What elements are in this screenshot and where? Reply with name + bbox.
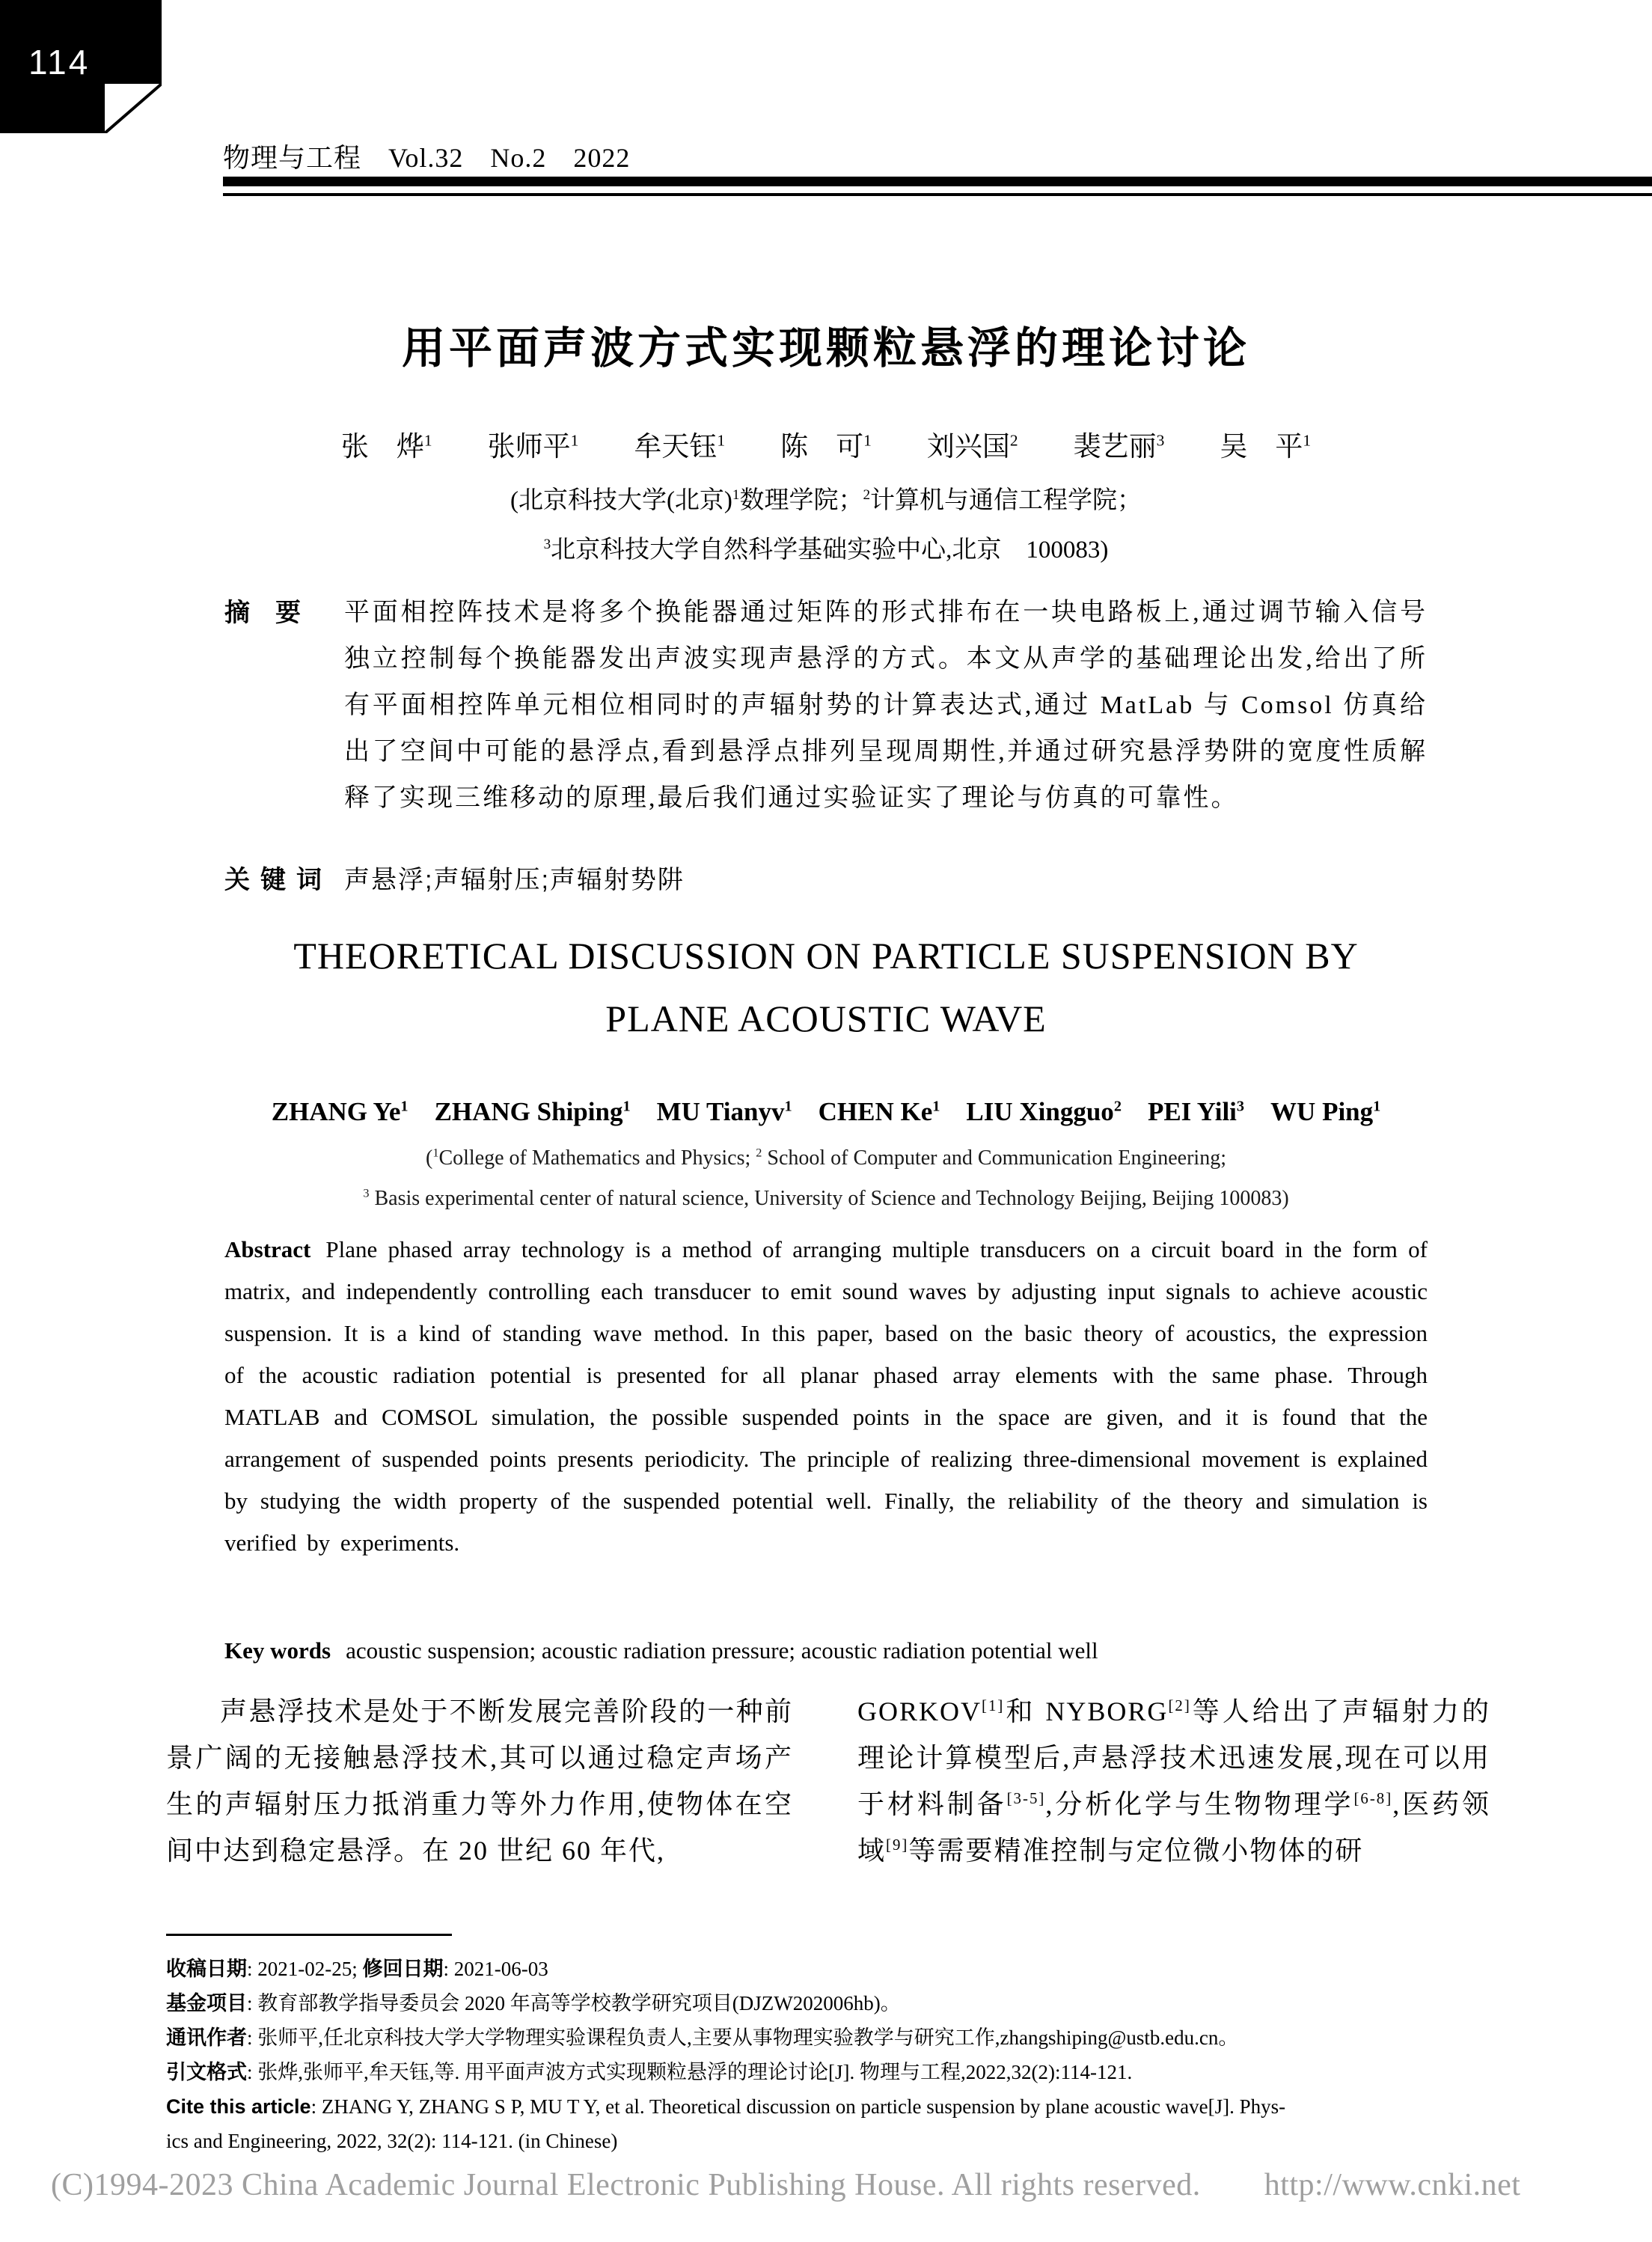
footnote-funding: 基金项目: 教育部教学指导委员会 2020 年高等学校教学研究项目(DJZW202006hb)。 bbox=[166, 1992, 901, 2015]
journal-name: 物理与工程 bbox=[223, 143, 362, 173]
abstract-en bbox=[224, 1229, 1428, 1564]
header-rule-thin bbox=[223, 193, 1652, 196]
article-authors-en: ZHANG Ye$^1$ ZHANG Shiping$^1$ MU Tianyv$^1$ CHEN Ke$^1$ LIU Xingguo$^2$ PEI Yili$^3$ WU Ping$^1$ bbox=[271, 1097, 1381, 1126]
footnote-citation-zh: 引文格式: 张烨,张师平,牟天钰,等. 用平面声波方式实现颗粒悬浮的理论讨论[J]. 物理与工程,2022,32(2):114-121. bbox=[166, 2061, 1133, 2083]
article-affiliation-en-2: $^3$ Basis experimental center of natural science, University of Science and Technology Beijing, Beijing 100083) bbox=[363, 1186, 1289, 1210]
page-corner-tab bbox=[0, 0, 162, 133]
footnote-received-date: 收稿日期: 2021-02-25; 修回日期: 2021-06-03 bbox=[166, 1958, 548, 1980]
abstract-en-text: Plane phased array technology is a method of arranging multiple transducers on a circuit board in the form of matrix, and independently controlling each transducer to emit sound waves by adjusting input signals to achieve acoustic suspension. It is a kind of standing wave method. In this paper, based on the basic theory of acoustics, the expression of the acoustic radiation potential is presented for all planar phased array elements with the same phase. Through MATLAB and COMSOL simulation, the possible suspended points in the space are given, and it is found that the arrangement of suspended points presents periodicity. The principle of realizing three-dimensional movement is explained by studying the width property of the suspended potential well. Finally, the reliability of the theory and simulation is verified by experiments. bbox=[224, 1236, 1428, 1556]
page-number: 114 bbox=[28, 43, 91, 82]
keywords-zh-label: 关键词 bbox=[224, 866, 332, 894]
keywords-en-label: Key words bbox=[224, 1637, 331, 1664]
body-paragraph-left: 声悬浮技术是处于不断发展完善阶段的一种前景广阔的无接触悬浮技术,其可以通过稳定声场产生的声辐射压力抵消重力等外力作用,使物体在空间中达到稳定悬浮。在 20 世纪 60 年代, bbox=[166, 1696, 793, 1866]
article-title-zh: 用平面声波方式实现颗粒悬浮的理论讨论 bbox=[401, 324, 1250, 373]
abstract-zh-label: 摘 要 bbox=[224, 599, 301, 627]
body-column-right bbox=[857, 1688, 1490, 1874]
footnote-citation-en-line1: Cite this article: ZHANG Y, ZHANG S P, MU T Y, et al. Theoretical discussion on particle suspension by plane acoustic wave[J]. Phys- bbox=[166, 2095, 1286, 2118]
article-title-en-line2: PLANE ACOUSTIC WAVE bbox=[605, 998, 1047, 1039]
keywords-en-text: acoustic suspension; acoustic radiation pressure; acoustic radiation potential well bbox=[346, 1637, 1098, 1664]
article-authors-zh: 张 烨$^1$ 张师平$^1$ 牟天钰$^1$ 陈 可$^1$ 刘兴国$^2$ 裴艺丽$^3$ 吴 平$^1$ bbox=[340, 431, 1312, 462]
footnote-divider bbox=[166, 1934, 452, 1936]
keywords-zh bbox=[224, 859, 1428, 896]
body-paragraph-right: GORKOV[1]和 NYBORG[2]等人给出了声辐射力的理论计算模型后,声悬浮技术迅速发展,现在可以用于材料制备[3-5],分析化学与生物物理学[6-8],医药领域[9]等需要精准控制与定位微小物体的研 bbox=[857, 1696, 1490, 1866]
keywords-zh-text: 声悬浮;声辐射压;声辐射势阱 bbox=[344, 866, 685, 894]
journal-issue: No.2 bbox=[490, 143, 547, 173]
abstract-zh-text: 平面相控阵技术是将多个换能器通过矩阵的形式排布在一块电路板上,通过调节输入信号独立控制每个换能器发出声波实现声悬浮的方式。本文从声学的基础理论出发,给出了所有平面相控阵单元相位相同时的声辐射势的计算表达式,通过 MatLab 与 Comsol 仿真给出了空间中可能的悬浮点,看到悬浮点排列呈现周期性,并通过研究悬浮势阱的宽度性质解释了实现三维移动的原理,最后我们通过实验证实了理论与仿真的可靠性。 bbox=[344, 599, 1428, 812]
footnote-citation-en-line2: ics and Engineering, 2022, 32(2): 114-121. (in Chinese) bbox=[166, 2130, 618, 2152]
journal-year: 2022 bbox=[573, 143, 631, 173]
body-column-left bbox=[166, 1688, 793, 1874]
copyright-watermark: (C)1994-2023 China Academic Journal Electronic Publishing House. All rights reserved. http://www.cnki.net bbox=[51, 2168, 1521, 2202]
keywords-en bbox=[224, 1637, 1428, 1664]
article-affiliation-en-1: ($^1$College of Mathematics and Physics; $^2$ School of Computer and Communication Engineering; bbox=[426, 1146, 1226, 1170]
header-rule-thick bbox=[223, 177, 1652, 186]
article-affiliation-zh-2: $^3$北京科技大学自然科学基础实验中心,北京 100083) bbox=[543, 537, 1109, 563]
article-title-en-line1: THEORETICAL DISCUSSION ON PARTICLE SUSPENSION BY bbox=[293, 935, 1359, 977]
journal-header bbox=[223, 137, 657, 175]
footnotes bbox=[166, 1952, 1505, 2158]
article-affiliation-zh-1: (北京科技大学(北京)$^1$数理学院；$^2$计算机与通信工程学院； bbox=[510, 487, 1142, 514]
abstract-zh bbox=[224, 590, 1428, 822]
journal-volume: Vol.32 bbox=[388, 143, 464, 173]
footnote-corresponding-author: 通讯作者: 张师平,任北京科技大学大学物理实验课程负责人,主要从事物理实验教学与研究工作,zhangshiping@ustb.edu.cn。 bbox=[166, 2026, 1239, 2049]
abstract-en-label: Abstract bbox=[224, 1236, 311, 1262]
